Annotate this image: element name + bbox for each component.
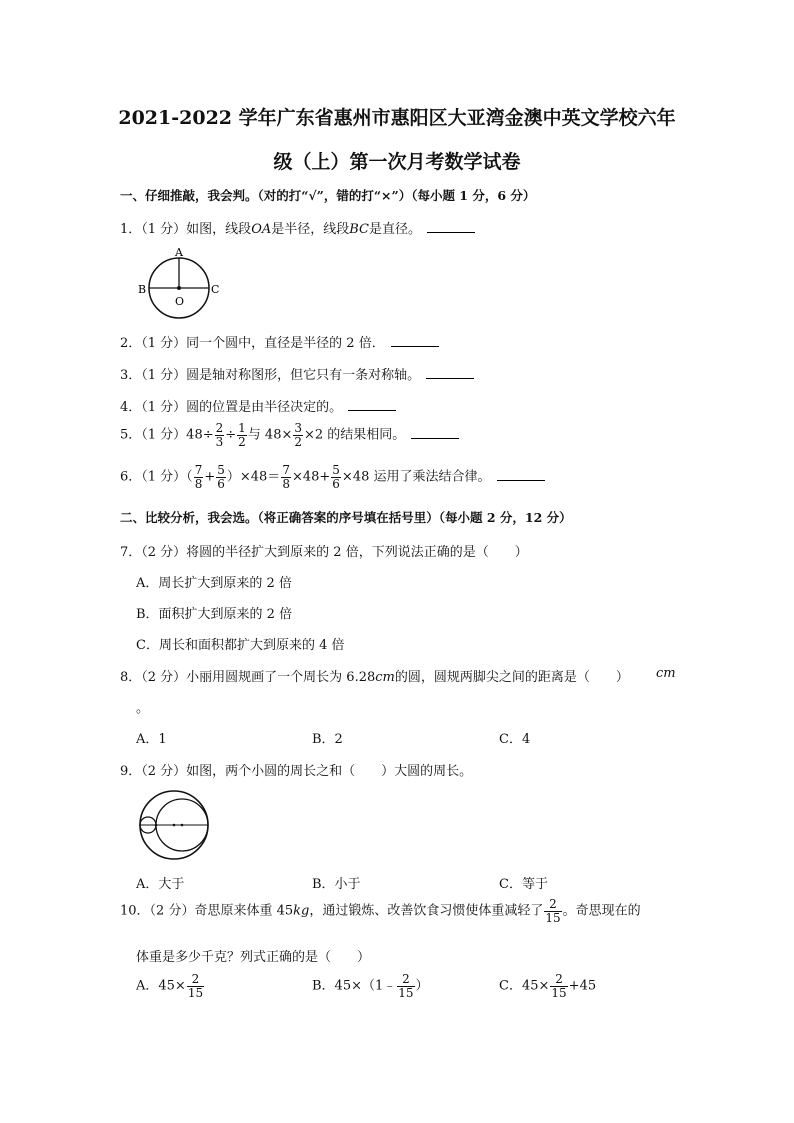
section1-heading: 一、仔细推敲，我会判。（对的打“√”，错的打“×”）（每小题 1 分，6 分）: [120, 188, 536, 203]
fraction: $\frac{7}{8}$: [194, 463, 203, 491]
two-small-circles-figure: [136, 788, 216, 862]
page-title-line2: 级（上）第一次月考数学试卷: [273, 151, 521, 173]
answer-blank[interactable]: [427, 220, 475, 233]
fraction: $\frac{3}{2}$: [294, 421, 303, 449]
q8-unit: cm: [656, 666, 676, 681]
fraction: $\frac{5}{6}$: [332, 463, 340, 491]
label-c: C: [211, 283, 220, 296]
fraction: $\frac{1}{2}$: [238, 421, 246, 449]
question-2: 2．（1 分）同一个圆中，直径是半径的 2 倍．: [120, 332, 439, 351]
page-title-line1: 2021-2022 学年广东省惠州市惠阳区大亚湾金澳中英文学校六年: [118, 107, 676, 129]
answer-blank[interactable]: [391, 334, 439, 347]
q7-option-a[interactable]: A．周长扩大到原来的 2 倍: [136, 576, 292, 591]
question-1: 1．（1 分）如图，线段OA是半径，线段BC是直径。: [120, 218, 475, 237]
fraction: $\frac{2}{15}$: [551, 972, 567, 1000]
question-10-line2: 体重是多少千克？列式正确的是（ ）: [136, 950, 371, 965]
q10-option-c[interactable]: C．45× $\frac{2}{15}$ +45: [499, 972, 597, 1000]
q9-option-c[interactable]: C．等于: [499, 877, 548, 892]
circle-diameter-figure: [134, 244, 224, 322]
q9-option-b[interactable]: B．小于: [312, 877, 361, 892]
question-6: 6．（1 分）（ $\frac{7}{8}$ + $\frac{5}{6}$ ）×48＝ $\frac{7}{8}$ ×48+ $\frac{5}{6}$ ×48 运用了乘法结合律。: [120, 464, 545, 490]
fraction: $\frac{7}{8}$: [282, 463, 290, 491]
q8-option-b[interactable]: B．2: [312, 732, 343, 747]
answer-blank[interactable]: [497, 468, 545, 481]
question-5: 5．（1 分）48÷ $\frac{2}{3}$ ÷ $\frac{1}{2}$ 与 48× $\frac{3}{2}$ ×2 的结果相同。: [120, 422, 459, 448]
label-a: A: [175, 246, 183, 259]
label-o: O: [175, 295, 185, 308]
fraction: $\frac{2}{15}$: [545, 897, 561, 925]
q8-tail: 。: [136, 701, 150, 716]
fraction: $\frac{2}{15}$: [187, 972, 204, 1000]
question-9: 9．（2 分）如图，两个小圆的周长之和（ ）大圆的周长。: [120, 764, 473, 779]
question-4: 4．（1 分）圆的位置是由半径决定的。: [120, 396, 396, 415]
fraction: $\frac{5}{6}$: [217, 463, 225, 491]
section2-heading: 二、比较分析，我会选。（将正确答案的序号填在括号里）（每小题 2 分，12 分）: [120, 510, 572, 525]
q7-option-c[interactable]: C．周长和面积都扩大到原来的 4 倍: [136, 638, 345, 653]
answer-blank[interactable]: [411, 426, 459, 439]
q8-option-c[interactable]: C．4: [499, 732, 531, 747]
q10-option-b[interactable]: B．45×（1﹣ $\frac{2}{15}$ ）: [312, 972, 429, 1000]
answer-blank[interactable]: [426, 366, 474, 379]
answer-blank[interactable]: [348, 398, 396, 411]
question-3: 3．（1 分）圆是轴对称图形，但它只有一条对称轴。: [120, 364, 474, 383]
q7-option-b[interactable]: B．面积扩大到原来的 2 倍: [136, 607, 293, 622]
q8-option-a[interactable]: A．1: [136, 732, 167, 747]
question-8: 8．（2 分）小丽用圆规画了一个周长为 6.28cm的圆，圆规两脚尖之间的距离是（ ）: [120, 670, 629, 685]
question-7: 7．（2 分）将圆的半径扩大到原来的 2 倍，下列说法正确的是（ ）: [120, 545, 528, 560]
q10-option-a[interactable]: A．45× $\frac{2}{15}$: [136, 972, 204, 1000]
question-10: 10．（2 分）奇思原来体重 45kg，通过锻炼、改善饮食习惯使体重减轻了 $\frac{2}{15}$ 。奇思现在的: [120, 897, 641, 925]
q9-option-a[interactable]: A．大于: [136, 877, 185, 892]
fraction: $\frac{2}{3}$: [215, 421, 224, 449]
label-b: B: [138, 283, 147, 296]
fraction: $\frac{2}{15}$: [398, 972, 414, 1000]
